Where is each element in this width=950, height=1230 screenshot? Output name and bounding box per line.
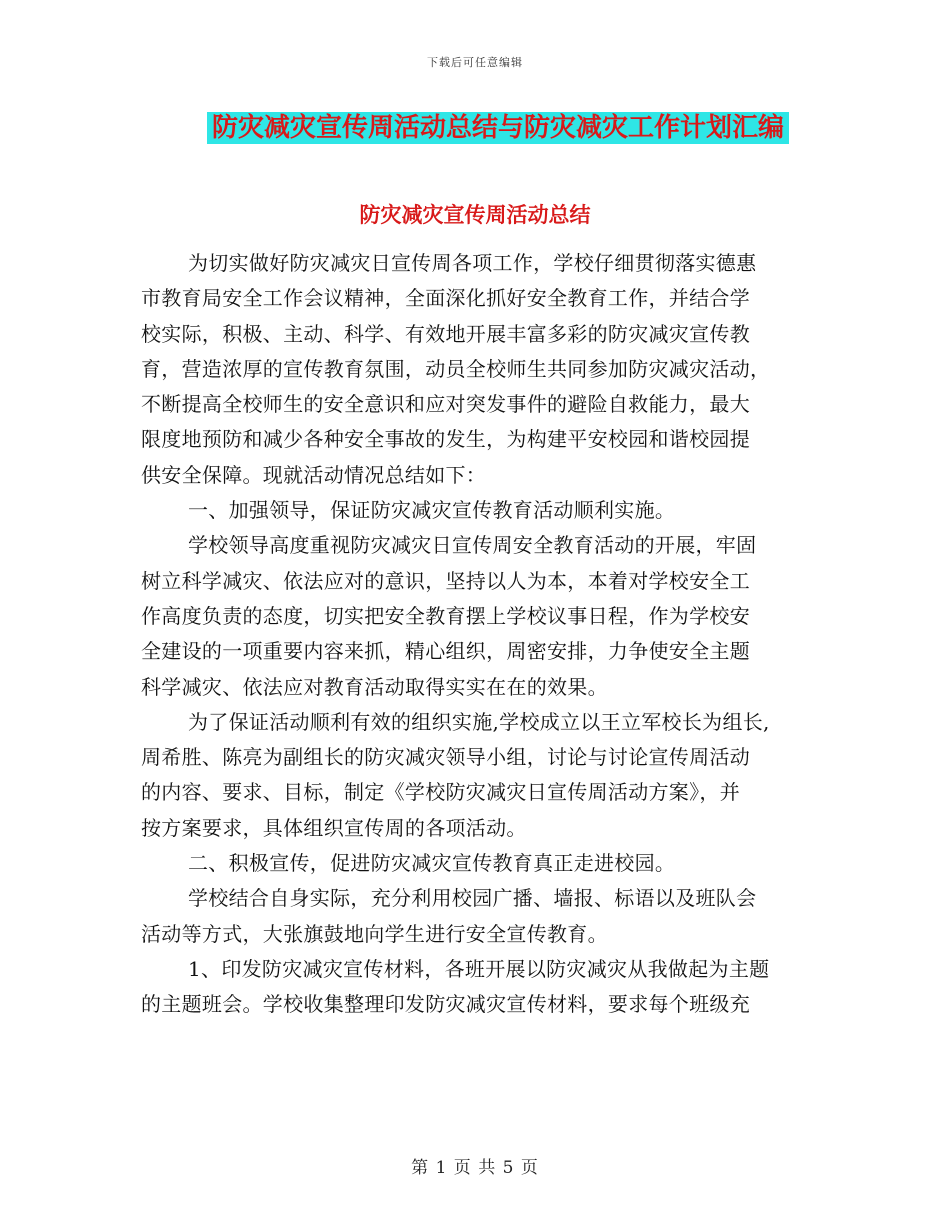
paragraph-line: 活动等方式，大张旗鼓地向学生进行安全宣传教育。 [141,921,608,946]
paragraph-line: 的内容、要求、目标，制定《学校防灾减灾日宣传周活动方案》，并 [141,780,740,805]
section-heading-line: 二、积极宣传，促进防灾减灾宣传教育真正走进校园。 [188,851,676,876]
document-body [141,246,811,1023]
paragraph-line: 不断提高全校师生的安全意识和应对突发事件的避险自救能力，最大 [141,392,750,417]
paragraph-line: 1、印发防灾减灾宣传材料，各班开展以防灾减灾从我做起为主题 [188,956,770,981]
paragraph-line: 为了保证活动顺利有效的组织实施,学校成立以王立军校长为组长, [188,709,770,734]
document-title: 防灾减灾宣传周活动总结与防灾减灾工作计划汇编 [207,112,789,144]
paragraph-line: 学校结合自身实际，充分利用校园广播、墙报、标语以及班队会 [188,886,757,911]
paragraph-line: 限度地预防和减少各种安全事故的发生，为构建平安校园和谐校园提 [141,427,750,452]
paragraph-line: 育，营造浓厚的宣传教育氛围，动员全校师生共同参加防灾减灾活动， [141,356,771,381]
paragraph-line: 市教育局安全工作会议精神，全面深化抓好安全教育工作，并结合学 [141,286,750,311]
section-heading-line: 一、加强领导，保证防灾减灾宣传教育活动顺利实施。 [188,498,676,523]
paragraph-line: 树立科学减灾、依法应对的意识，坚持以人为本，本着对学校安全工 [141,568,750,593]
page-header-note: 下载后可任意编辑 [427,56,523,69]
paragraph-line: 学校领导高度重视防灾减灾日宣传周安全教育活动的开展，牢固 [188,533,757,558]
paragraph-line: 周希胜、陈亮为副组长的防灾减灾领导小组，讨论与讨论宣传周活动 [141,745,750,770]
paragraph-line: 为切实做好防灾减灾日宣传周各项工作，学校仔细贯彻落实德惠 [188,251,757,275]
paragraph-line: 科学减灾、依法应对教育活动取得实实在在的效果。 [141,674,608,699]
page-number-footer: 第 1 页 共 5 页 [411,1158,539,1178]
paragraph-line: 全建设的一项重要内容来抓，精心组织，周密安排，力争使安全主题 [141,639,750,664]
paragraph-line: 供安全保障。现就活动情况总结如下： [141,462,487,487]
paragraph-line: 校实际，积极、主动、科学、有效地开展丰富多彩的防灾减灾宣传教 [141,321,750,346]
paragraph-line: 的主题班会。学校收集整理印发防灾减灾宣传材料，要求每个班级充 [141,992,750,1017]
paragraph-line: 作高度负责的态度，切实把安全教育摆上学校议事日程，作为学校安 [141,603,750,628]
paragraph-line: 按方案要求，具体组织宣传周的各项活动。 [141,815,527,840]
section-title: 防灾减灾宣传周活动总结 [359,202,591,227]
